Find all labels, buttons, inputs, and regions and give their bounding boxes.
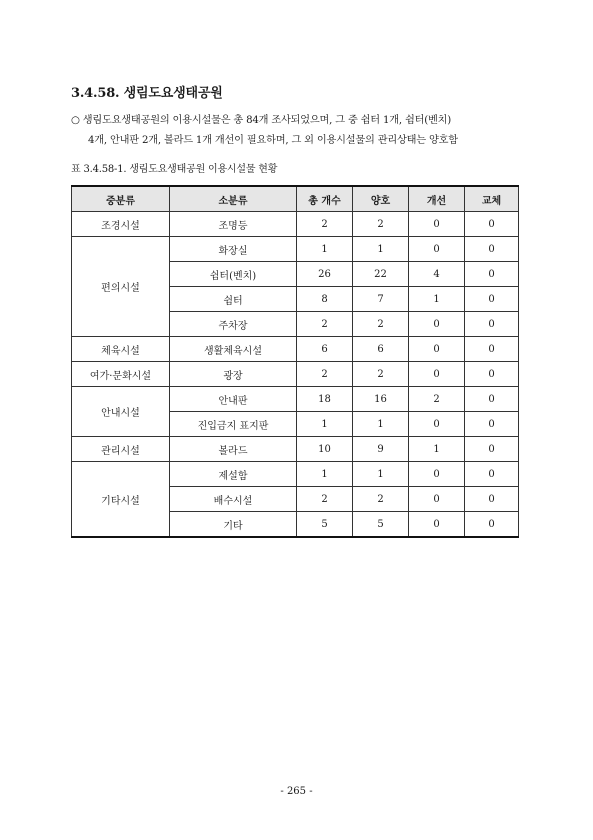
good-cell: 2 xyxy=(353,487,409,512)
summary-paragraph xyxy=(71,111,541,151)
table-row xyxy=(72,237,519,262)
table-header-row xyxy=(72,186,519,212)
good-cell: 2 xyxy=(353,312,409,337)
subcategory-cell: 볼라드 xyxy=(170,437,297,462)
total-cell: 26 xyxy=(297,262,353,287)
total-cell: 1 xyxy=(297,237,353,262)
table-row xyxy=(72,362,519,387)
good-cell: 1 xyxy=(353,237,409,262)
total-cell: 2 xyxy=(297,312,353,337)
improve-cell: 0 xyxy=(409,512,465,538)
replace-cell: 0 xyxy=(465,212,519,237)
improve-cell: 4 xyxy=(409,262,465,287)
table-row xyxy=(72,437,519,462)
table-caption: 표 3.4.58-1. 생림도요생태공원 이용시설물 현황 xyxy=(71,164,278,175)
improve-cell: 0 xyxy=(409,337,465,362)
good-cell: 2 xyxy=(353,212,409,237)
good-cell: 2 xyxy=(353,362,409,387)
improve-cell: 1 xyxy=(409,437,465,462)
subcategory-cell: 생활체육시설 xyxy=(170,337,297,362)
replace-cell: 0 xyxy=(465,512,519,538)
total-cell: 5 xyxy=(297,512,353,538)
replace-cell: 0 xyxy=(465,287,519,312)
good-cell: 1 xyxy=(353,412,409,437)
total-cell: 10 xyxy=(297,437,353,462)
good-cell: 22 xyxy=(353,262,409,287)
category-cell: 여가·문화시설 xyxy=(72,362,170,387)
paragraph-line-1: ○ 생림도요생태공원의 이용시설물은 총 84개 조사되었으며, 그 중 쉼터 1개, 쉼터(벤치) xyxy=(71,115,452,126)
category-cell: 안내시설 xyxy=(72,387,170,437)
replace-cell: 0 xyxy=(465,387,519,412)
improve-cell: 1 xyxy=(409,287,465,312)
improve-cell: 0 xyxy=(409,487,465,512)
improve-cell: 0 xyxy=(409,462,465,487)
header-category: 중분류 xyxy=(72,186,170,212)
total-cell: 2 xyxy=(297,362,353,387)
replace-cell: 0 xyxy=(465,362,519,387)
good-cell: 9 xyxy=(353,437,409,462)
subcategory-cell: 안내판 xyxy=(170,387,297,412)
paragraph-line-2: 4개, 안내판 2개, 볼라드 1개 개선이 필요하며, 그 외 이용시설물의 관리상태는 양호함 xyxy=(88,135,458,146)
replace-cell: 0 xyxy=(465,262,519,287)
improve-cell: 0 xyxy=(409,362,465,387)
total-cell: 2 xyxy=(297,487,353,512)
header-improve: 개선 xyxy=(409,186,465,212)
subcategory-cell: 쉼터 xyxy=(170,287,297,312)
total-cell: 18 xyxy=(297,387,353,412)
replace-cell: 0 xyxy=(465,237,519,262)
replace-cell: 0 xyxy=(465,462,519,487)
replace-cell: 0 xyxy=(465,412,519,437)
subcategory-cell: 화장실 xyxy=(170,237,297,262)
subcategory-cell: 조명등 xyxy=(170,212,297,237)
subcategory-cell: 주차장 xyxy=(170,312,297,337)
improve-cell: 0 xyxy=(409,212,465,237)
subcategory-cell: 진입금지 표지판 xyxy=(170,412,297,437)
good-cell: 5 xyxy=(353,512,409,538)
total-cell: 8 xyxy=(297,287,353,312)
subcategory-cell: 제설함 xyxy=(170,462,297,487)
table-row xyxy=(72,212,519,237)
total-cell: 2 xyxy=(297,212,353,237)
section-title: 3.4.58. 생림도요생태공원 xyxy=(71,86,223,101)
header-total: 총 개수 xyxy=(297,186,353,212)
improve-cell: 0 xyxy=(409,412,465,437)
category-cell: 조경시설 xyxy=(72,212,170,237)
good-cell: 6 xyxy=(353,337,409,362)
category-cell: 편의시설 xyxy=(72,237,170,337)
improve-cell: 2 xyxy=(409,387,465,412)
improve-cell: 0 xyxy=(409,312,465,337)
table-row xyxy=(72,337,519,362)
header-good: 양호 xyxy=(353,186,409,212)
good-cell: 7 xyxy=(353,287,409,312)
category-cell: 기타시설 xyxy=(72,462,170,538)
header-subcategory: 소분류 xyxy=(170,186,297,212)
table-row xyxy=(72,462,519,487)
total-cell: 1 xyxy=(297,412,353,437)
header-replace: 교체 xyxy=(465,186,519,212)
total-cell: 6 xyxy=(297,337,353,362)
category-cell: 관리시설 xyxy=(72,437,170,462)
subcategory-cell: 광장 xyxy=(170,362,297,387)
table-body xyxy=(72,212,519,538)
replace-cell: 0 xyxy=(465,487,519,512)
good-cell: 16 xyxy=(353,387,409,412)
category-cell: 체육시설 xyxy=(72,337,170,362)
facility-table xyxy=(71,185,519,538)
subcategory-cell: 기타 xyxy=(170,512,297,538)
page-number: - 265 - xyxy=(280,786,313,797)
improve-cell: 0 xyxy=(409,237,465,262)
subcategory-cell: 배수시설 xyxy=(170,487,297,512)
table-row xyxy=(72,387,519,412)
replace-cell: 0 xyxy=(465,337,519,362)
good-cell: 1 xyxy=(353,462,409,487)
replace-cell: 0 xyxy=(465,437,519,462)
replace-cell: 0 xyxy=(465,312,519,337)
subcategory-cell: 쉼터(벤치) xyxy=(170,262,297,287)
total-cell: 1 xyxy=(297,462,353,487)
